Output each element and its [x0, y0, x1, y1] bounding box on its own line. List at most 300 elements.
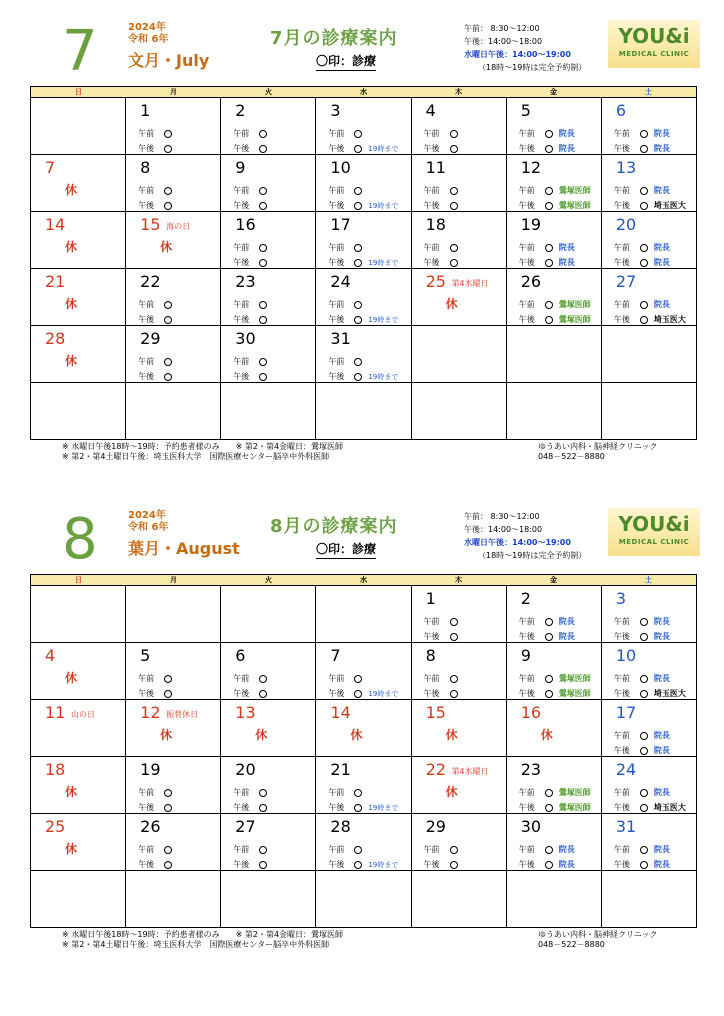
session-label: 午前	[613, 300, 630, 309]
session-label: 午前	[328, 788, 345, 797]
day-number: 21	[45, 272, 66, 291]
day-cell	[316, 212, 411, 269]
doctor-label: 19時まで	[368, 804, 399, 812]
open-circle-icon	[164, 846, 172, 854]
session-label: 午後	[518, 860, 535, 869]
day-cell	[411, 700, 506, 757]
session-label: 午前	[613, 243, 630, 252]
day-number: 16	[235, 215, 256, 234]
session-am	[138, 844, 172, 855]
session-am	[424, 128, 458, 139]
open-circle-icon	[164, 130, 172, 138]
hours-am: 午前： 8:30～12:00	[464, 512, 540, 521]
session-label: 午後	[138, 372, 155, 381]
open-circle-icon	[164, 202, 172, 210]
session-label: 午前	[138, 674, 155, 683]
open-circle-icon	[640, 804, 648, 812]
session-label: 午後	[233, 860, 250, 869]
session-label: 午後	[613, 689, 630, 698]
session-label: 午後	[518, 689, 535, 698]
open-circle-icon	[450, 259, 458, 267]
day-cell	[316, 814, 411, 871]
day-cell	[316, 269, 411, 326]
session-pm	[328, 314, 398, 325]
day-cell	[316, 871, 411, 928]
day-number: 1	[140, 101, 151, 120]
day-number: 15	[425, 703, 446, 722]
session-label: 午前	[328, 357, 345, 366]
month-number: 8	[62, 507, 98, 572]
session-label: 午後	[613, 144, 630, 153]
session-am	[138, 787, 172, 798]
day-cell	[506, 326, 601, 383]
open-circle-icon	[545, 301, 553, 309]
day-number: 11	[45, 703, 66, 722]
doctor-label: 院長	[653, 860, 670, 869]
doctor-label: 院長	[558, 845, 575, 854]
open-circle-icon	[354, 358, 362, 366]
session-pm	[614, 802, 686, 813]
day-number: 22	[140, 272, 161, 291]
session-label: 午後	[518, 258, 535, 267]
day-number: 2	[235, 101, 246, 120]
doctor-label: 19時まで	[368, 861, 399, 869]
day-cell	[601, 757, 696, 814]
open-circle-icon	[450, 846, 458, 854]
session-label: 午前	[613, 129, 630, 138]
day-number: 13	[615, 158, 637, 177]
day-cell	[506, 98, 601, 155]
session-pm	[328, 143, 398, 154]
day-cell	[221, 643, 316, 700]
closed-label: 休	[160, 728, 173, 742]
session-pm	[424, 200, 458, 211]
open-circle-icon	[354, 301, 362, 309]
session-label: 午前	[613, 788, 630, 797]
session-pm	[614, 314, 686, 325]
open-circle-icon	[354, 789, 362, 797]
day-number: 8	[140, 158, 151, 177]
session-label: 午前	[233, 674, 250, 683]
closed-label: 休	[160, 240, 173, 254]
open-circle-icon	[354, 145, 362, 153]
session-am	[614, 844, 670, 855]
doctor-label: 院長	[558, 144, 575, 153]
session-pm	[138, 314, 172, 325]
session-label: 午後	[423, 860, 440, 869]
day-cell	[31, 700, 126, 757]
doctor-label: 埼玉医大	[653, 201, 686, 210]
session-label: 午前	[328, 129, 345, 138]
day-cell	[316, 155, 411, 212]
session-am	[614, 673, 670, 684]
session-label: 午前	[138, 186, 155, 195]
open-circle-icon	[545, 618, 553, 626]
day-cell	[31, 383, 126, 440]
day-number: 30	[235, 329, 256, 348]
day-cell	[411, 212, 506, 269]
day-cell	[31, 326, 126, 383]
session-pm	[519, 143, 575, 154]
day-number: 22	[425, 760, 446, 779]
day-cell	[506, 212, 601, 269]
open-circle-icon	[164, 145, 172, 153]
clinic-hours	[464, 510, 586, 562]
session-label: 午後	[138, 689, 155, 698]
clinic-name: ゆうあい内科・脳神経クリニック	[538, 442, 658, 451]
session-am	[328, 673, 362, 684]
session-am	[233, 242, 267, 253]
doctor-label: 鶯塚医師	[558, 788, 591, 797]
open-circle-icon	[259, 202, 267, 210]
doctor-label: 院長	[558, 129, 575, 138]
session-pm	[138, 802, 172, 813]
session-label: 午後	[423, 144, 440, 153]
session-label: 午後	[233, 372, 250, 381]
month-name: 文月・July	[128, 51, 210, 70]
year-label: 2024年	[128, 22, 166, 33]
open-circle-icon	[259, 301, 267, 309]
footer-notes	[30, 440, 697, 464]
day-number: 25	[425, 272, 446, 291]
open-circle-icon	[545, 316, 553, 324]
session-pm	[233, 688, 267, 699]
session-label: 午後	[613, 860, 630, 869]
open-circle-icon	[164, 358, 172, 366]
hours-wednesday: 水曜日午後：14:00～19:00	[464, 538, 571, 547]
session-am	[233, 128, 267, 139]
day-number: 4	[45, 646, 56, 665]
session-label: 午前	[423, 243, 440, 252]
session-label: 午後	[138, 201, 155, 210]
month-calendar-7	[30, 19, 697, 464]
open-circle-icon	[354, 675, 362, 683]
closed-label: 休	[65, 842, 78, 856]
clinic-name: ゆうあい内科・脳神経クリニック	[538, 930, 658, 939]
day-number: 12	[140, 703, 161, 722]
open-circle-icon	[259, 316, 267, 324]
day-number: 24	[615, 760, 637, 779]
session-am	[233, 673, 267, 684]
session-pm	[233, 143, 267, 154]
session-label: 午後	[613, 746, 630, 755]
day-cell	[126, 643, 221, 700]
day-cell	[601, 269, 696, 326]
doctor-label: 院長	[653, 731, 670, 740]
weekday-label: 土	[645, 88, 652, 96]
legend-mark: 〇印：診療	[316, 540, 376, 559]
doctor-label: 院長	[653, 300, 670, 309]
day-cell	[31, 871, 126, 928]
doctor-label: 19時まで	[368, 202, 399, 210]
session-am	[424, 242, 458, 253]
doctor-label: 院長	[558, 632, 575, 641]
open-circle-icon	[450, 690, 458, 698]
day-number: 20	[235, 760, 256, 779]
logo-text-bottom: MEDICAL CLINIC	[618, 538, 690, 546]
session-label: 午前	[518, 617, 535, 626]
weekday-label: 金	[550, 88, 557, 96]
day-number: 26	[520, 272, 542, 291]
day-number: 31	[615, 817, 637, 836]
open-circle-icon	[354, 846, 362, 854]
hours-note: （18時～19時は完全予約制）	[478, 551, 587, 560]
session-label: 午前	[518, 243, 535, 252]
open-circle-icon	[545, 804, 553, 812]
footer-line-2: ※ 第2・第4土曜日午後：埼玉医科大学 国際医療センター脳卒中外科医師	[62, 452, 330, 461]
day-number: 28	[330, 817, 351, 836]
session-pm	[519, 257, 575, 268]
session-pm	[233, 371, 267, 382]
day-cell	[411, 814, 506, 871]
day-cell	[126, 326, 221, 383]
session-label: 午後	[613, 803, 630, 812]
open-circle-icon	[354, 202, 362, 210]
day-cell	[126, 871, 221, 928]
month-calendar-8	[30, 507, 697, 952]
day-number: 24	[330, 272, 351, 291]
open-circle-icon	[545, 675, 553, 683]
doctor-label: 院長	[653, 129, 670, 138]
open-circle-icon	[259, 259, 267, 267]
day-cell	[31, 98, 126, 155]
session-am	[328, 844, 362, 855]
session-label: 午前	[613, 731, 630, 740]
day-number: 17	[330, 215, 351, 234]
open-circle-icon	[164, 316, 172, 324]
clinic-logo	[608, 508, 700, 556]
clinic-hours	[464, 22, 586, 74]
reiwa-label: 令和 6年	[128, 522, 169, 533]
session-pm	[233, 257, 267, 268]
day-cell	[601, 212, 696, 269]
day-cell	[411, 757, 506, 814]
session-pm	[614, 631, 670, 642]
hours-am: 午前： 8:30～12:00	[464, 24, 540, 33]
day-number: 5	[520, 101, 531, 120]
day-cell	[126, 155, 221, 212]
weekday-label: 金	[550, 576, 557, 584]
open-circle-icon	[545, 846, 553, 854]
open-circle-icon	[164, 187, 172, 195]
session-label: 午後	[233, 315, 250, 324]
day-number: 10	[615, 646, 637, 665]
month-number: 7	[62, 19, 98, 84]
closed-label: 休	[445, 297, 458, 311]
open-circle-icon	[545, 244, 553, 252]
hours-note: （18時～19時は完全予約制）	[478, 63, 587, 72]
day-cell	[601, 871, 696, 928]
session-label: 午前	[423, 186, 440, 195]
session-pm	[519, 631, 575, 642]
open-circle-icon	[640, 259, 648, 267]
day-cell	[506, 871, 601, 928]
session-label: 午後	[328, 860, 345, 869]
day-number: 8	[425, 646, 436, 665]
session-am	[424, 616, 458, 627]
open-circle-icon	[450, 187, 458, 195]
doctor-label: 院長	[558, 860, 575, 869]
day-number: 23	[235, 272, 256, 291]
session-am	[614, 616, 670, 627]
session-pm	[138, 371, 172, 382]
session-label: 午後	[518, 803, 535, 812]
holiday-label: 山の日	[71, 710, 95, 719]
weekday-label: 日	[75, 88, 82, 96]
day-number: 7	[330, 646, 341, 665]
day-cell	[31, 814, 126, 871]
session-label: 午前	[138, 129, 155, 138]
closed-label: 休	[65, 671, 78, 685]
footer-notes	[30, 928, 697, 952]
holiday-label: 振替休日	[166, 710, 199, 719]
session-label: 午前	[518, 674, 535, 683]
session-pm	[519, 200, 591, 211]
session-label: 午後	[233, 803, 250, 812]
session-label: 午前	[518, 300, 535, 309]
session-label: 午後	[423, 689, 440, 698]
day-cell	[316, 98, 411, 155]
clinic-phone: 048－522－8880	[538, 452, 605, 461]
session-am	[614, 242, 670, 253]
day-number: 5	[140, 646, 151, 665]
session-label: 午前	[328, 674, 345, 683]
open-circle-icon	[354, 690, 362, 698]
session-label: 午後	[233, 201, 250, 210]
day-cell	[221, 269, 316, 326]
closed-label: 休	[445, 728, 458, 742]
closed-label: 休	[540, 728, 553, 742]
day-cell	[221, 155, 316, 212]
open-circle-icon	[640, 618, 648, 626]
session-pm	[424, 631, 458, 642]
doctor-label: 鶯塚医師	[558, 803, 591, 812]
weekday-label: 水	[360, 88, 367, 96]
weekday-label: 水	[360, 576, 367, 584]
session-label: 午前	[233, 845, 250, 854]
session-label: 午後	[518, 632, 535, 641]
calendar-grid	[30, 97, 697, 440]
doctor-label: 院長	[653, 788, 670, 797]
clinic-logo	[608, 20, 700, 68]
open-circle-icon	[354, 804, 362, 812]
session-am	[614, 128, 670, 139]
logo-text-top: YOU&i	[618, 24, 690, 48]
session-label: 午後	[138, 315, 155, 324]
closed-label: 休	[65, 785, 78, 799]
day-cell	[411, 643, 506, 700]
day-cell	[411, 871, 506, 928]
session-label: 午後	[138, 803, 155, 812]
open-circle-icon	[640, 789, 648, 797]
session-pm	[328, 200, 398, 211]
open-circle-icon	[640, 861, 648, 869]
open-circle-icon	[450, 633, 458, 641]
session-label: 午後	[233, 689, 250, 698]
session-label: 午後	[613, 632, 630, 641]
day-number: 23	[520, 760, 542, 779]
session-label: 午前	[233, 186, 250, 195]
weekday-label: 月	[170, 88, 177, 96]
session-label: 午前	[233, 788, 250, 797]
session-label: 午前	[328, 300, 345, 309]
session-label: 午後	[518, 201, 535, 210]
open-circle-icon	[354, 259, 362, 267]
open-circle-icon	[640, 130, 648, 138]
open-circle-icon	[640, 301, 648, 309]
doctor-label: 院長	[653, 617, 670, 626]
doctor-label: 19時まで	[368, 145, 399, 153]
clinic-phone: 048－522－8880	[538, 940, 605, 949]
day-cell	[221, 700, 316, 757]
day-cell	[411, 269, 506, 326]
day-number: 31	[330, 329, 351, 348]
doctor-label: 院長	[653, 186, 670, 195]
day-cell	[126, 383, 221, 440]
session-am	[233, 299, 267, 310]
weekday-label: 日	[75, 576, 82, 584]
day-cell	[31, 643, 126, 700]
month-header	[30, 507, 697, 574]
session-pm	[614, 200, 686, 211]
closed-label: 休	[65, 297, 78, 311]
holiday-label: 海の日	[166, 222, 191, 231]
open-circle-icon	[450, 244, 458, 252]
day-cell	[126, 98, 221, 155]
session-pm	[138, 859, 172, 870]
session-am	[519, 242, 575, 253]
open-circle-icon	[259, 861, 267, 869]
day-number: 25	[45, 817, 66, 836]
weekday-label: 月	[170, 576, 177, 584]
open-circle-icon	[259, 373, 267, 381]
day-cell	[126, 700, 221, 757]
day-cell	[126, 269, 221, 326]
session-label: 午前	[423, 129, 440, 138]
session-am	[328, 185, 362, 196]
doctor-label: 院長	[653, 632, 670, 641]
session-label: 午後	[138, 144, 155, 153]
day-cell	[411, 326, 506, 383]
open-circle-icon	[640, 145, 648, 153]
session-pm	[233, 802, 267, 813]
session-am	[519, 673, 591, 684]
holiday-label: 第4木曜日	[451, 767, 489, 776]
session-am	[328, 242, 362, 253]
footer-line-1: ※ 水曜日午後18時～19時：予約患者様のみ ※ 第2・第4金曜日：鶯塚医師	[62, 930, 344, 939]
day-number: 29	[425, 817, 446, 836]
session-label: 午後	[328, 258, 345, 267]
day-cell	[506, 269, 601, 326]
session-pm	[424, 688, 458, 699]
session-am	[233, 356, 267, 367]
open-circle-icon	[259, 690, 267, 698]
closed-label: 休	[65, 240, 78, 254]
session-am	[424, 673, 458, 684]
session-pm	[233, 859, 267, 870]
doctor-label: 鶯塚医師	[558, 689, 591, 698]
day-cell	[411, 98, 506, 155]
doctor-label: 19時まで	[368, 690, 399, 698]
open-circle-icon	[450, 861, 458, 869]
closed-label: 休	[350, 728, 363, 742]
session-label: 午後	[518, 144, 535, 153]
open-circle-icon	[164, 804, 172, 812]
day-cell	[506, 586, 601, 643]
session-pm	[424, 143, 458, 154]
day-cell	[411, 586, 506, 643]
day-cell	[221, 814, 316, 871]
